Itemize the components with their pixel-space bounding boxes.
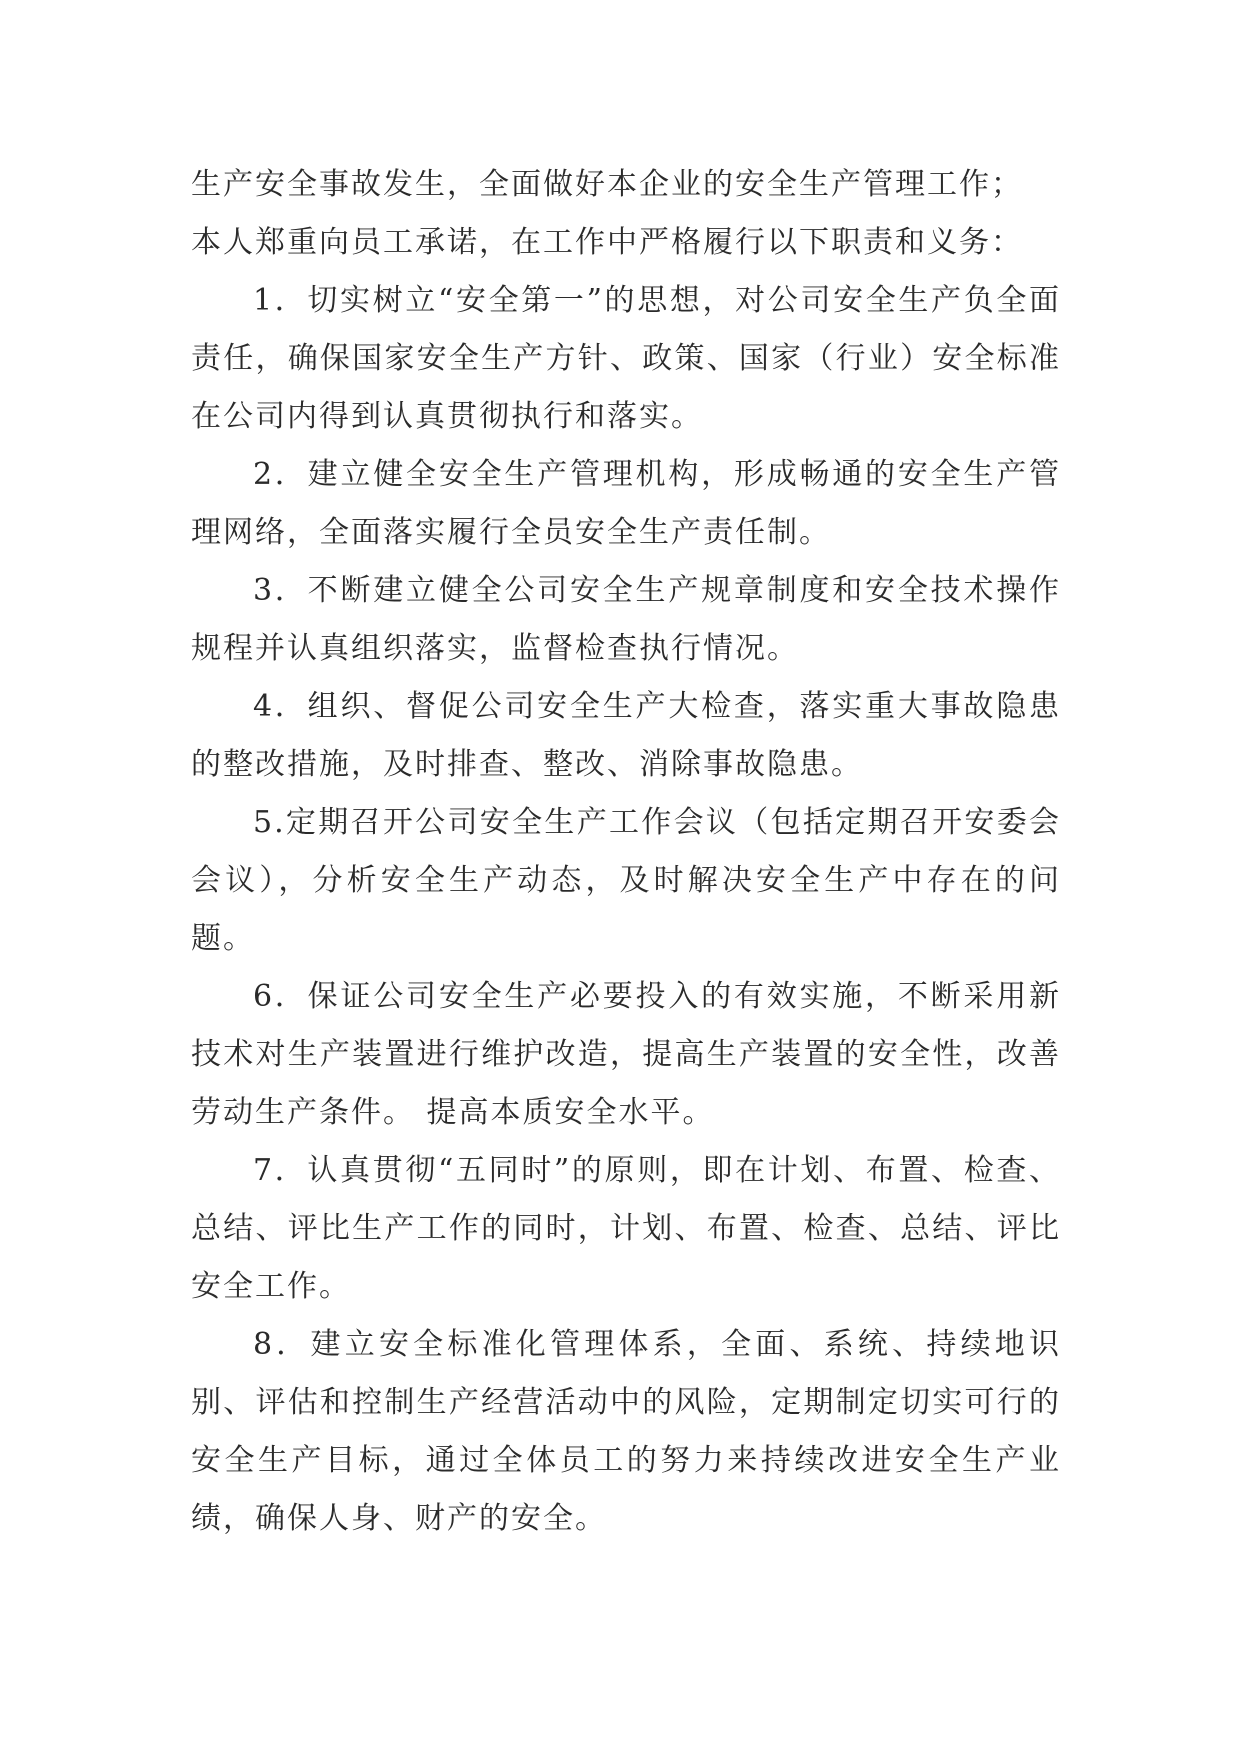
paragraph-pledge-intro: 本人郑重向员工承诺，在工作中严格履行以下职责和义务： [191, 225, 1023, 260]
document-body [191, 156, 1061, 1548]
paragraph-item-3: 3．不断建立健全公司安全生产规章制度和安全技术操作规程并认真组织落实，监督检查执行情况。 [191, 573, 1061, 666]
paragraph-item-2: 2．建立健全安全生产管理机构，形成畅通的安全生产管理网络，全面落实履行全员安全生产责任制。 [191, 457, 1061, 550]
paragraph-item-7: 7．认真贯彻“五同时”的原则，即在计划、布置、检查、总结、评比生产工作的同时，计划、布置、检查、总结、评比安全工作。 [191, 1153, 1061, 1304]
paragraph-continuation-1: 生产安全事故发生，全面做好本企业的安全生产管理工作； [191, 167, 1023, 202]
paragraph-item-8: 8．建立安全标准化管理体系，全面、系统、持续地识别、评估和控制生产经营活动中的风险，定期制定切实可行的安全生产目标，通过全体员工的努力来持续改进安全生产业绩，确保人身、财产的安全。 [191, 1327, 1061, 1536]
paragraph-item-1: 1．切实树立“安全第一”的思想，对公司安全生产负全面责任，确保国家安全生产方针、政策、国家（行业）安全标准在公司内得到认真贯彻执行和落实。 [191, 283, 1061, 434]
paragraph-item-4: 4．组织、督促公司安全生产大检查，落实重大事故隐患的整改措施，及时排查、整改、消除事故隐患。 [191, 689, 1061, 782]
paragraph-item-6: 6．保证公司安全生产必要投入的有效实施，不断采用新技术对生产装置进行维护改造，提高生产装置的安全性，改善劳动生产条件。 提高本质安全水平。 [191, 979, 1061, 1130]
paragraph-item-5: 5.定期召开公司安全生产工作会议（包括定期召开安委会会议），分析安全生产动态，及时解决安全生产中存在的问题。 [191, 805, 1061, 956]
